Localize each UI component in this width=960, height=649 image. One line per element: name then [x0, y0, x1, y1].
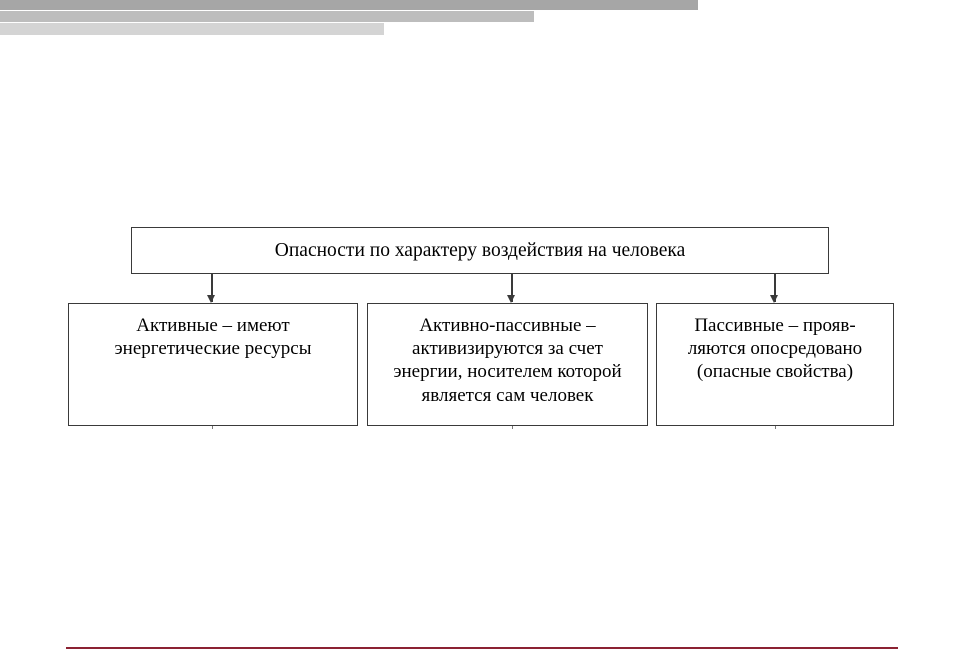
connector-stub-2	[512, 426, 513, 429]
arrow-to-active-passive	[511, 274, 513, 302]
diagram-node-active-passive-label: Активно-пассивные – активизируются за счет энергии, носителем которой является сам человек	[393, 315, 622, 406]
footer-divider-line	[66, 647, 898, 649]
connector-stub-3	[775, 426, 776, 429]
decorative-header-bar-3	[0, 23, 384, 35]
diagram-node-active	[68, 303, 358, 426]
arrow-to-active	[211, 274, 213, 302]
decorative-header-bar-2	[0, 11, 534, 22]
diagram-node-passive	[656, 303, 894, 426]
arrow-to-passive	[774, 274, 776, 302]
diagram-node-active-label: Активные – имеют энергетические ресурсы	[114, 315, 312, 360]
diagram-node-passive-label: Пассивные – прояв- ляются опосредовано (опасные свойства)	[687, 315, 863, 383]
connector-stub-1	[212, 426, 213, 429]
diagram-root-node	[131, 227, 829, 274]
diagram-node-active-passive	[367, 303, 648, 426]
diagram-root-label: Опасности по характеру воздействия на человека	[274, 239, 686, 261]
decorative-header-bar-1	[0, 0, 698, 10]
